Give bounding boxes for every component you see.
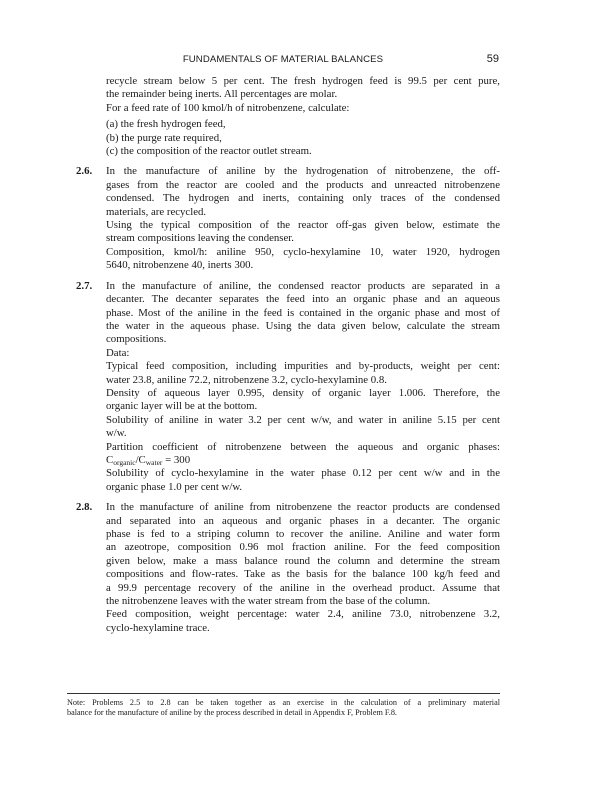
- page-number: 59: [486, 53, 499, 65]
- text-line: Partition coefficient of nitrobenzene between the aqueous and organic phases:: [106, 440, 500, 453]
- text-line: gases from the reactor are cooled and the products and unreacted nitrobenzene: [106, 178, 500, 191]
- formula-c: C: [106, 453, 114, 466]
- text-line: an azeotrope, composition 0.96 mol fraction aniline. For the feed composition: [106, 541, 500, 554]
- problem-2-7: [67, 280, 500, 495]
- problem-number: 2.6.: [76, 165, 93, 178]
- text-line: In the manufacture of aniline, the condensed reactor products are separated in a: [106, 279, 500, 292]
- text-line: a 99.9 percentage recovery of the aniline in the overhead product. Assume that: [106, 581, 500, 594]
- body-text: [67, 75, 500, 635]
- text-line: the water in the aqueous phase. Using the data given below, calculate the stream: [106, 319, 500, 332]
- list-item: (b) the purge rate required,: [106, 131, 222, 144]
- text-line: stream compositions leaving the condenser.: [106, 232, 295, 245]
- text-line: Using the typical composition of the reactor off-gas given below, estimate the: [106, 219, 500, 232]
- text-line: decanter. The decanter separates the feed into an organic phase and an aqueous: [106, 293, 500, 306]
- text-line: Data:: [106, 346, 130, 359]
- text-line: and separated into an aqueous and organic phases in a decanter. The organic: [106, 514, 500, 527]
- footnote: [67, 698, 500, 718]
- text-line: Solubility of aniline in water 3.2 per cent w/w, and water in aniline 5.15 per cent: [106, 413, 500, 426]
- text-line: Typical feed composition, including impurities and by-products, weight per cent:: [106, 360, 500, 373]
- text-line: materials, are recycled.: [106, 205, 207, 218]
- text-line: organic phase 1.0 per cent w/w.: [106, 480, 243, 493]
- text-line: Solubility of cyclo-hexylamine in the water phase 0.12 per cent w/w and in the: [106, 467, 500, 480]
- list-item: (c) the composition of the reactor outlet stream.: [106, 145, 312, 158]
- text-line: cyclo-hexylamine trace.: [106, 621, 210, 634]
- footnote-line: Note: Problems 2.5 to 2.8 can be taken together as an exercise in the calculation of a preliminary material: [67, 698, 500, 707]
- running-header: [67, 54, 499, 68]
- text-line: In the manufacture of aniline by the hydrogenation of nitrobenzene, the off-: [106, 165, 500, 178]
- formula-subscript-organic: organic: [113, 457, 136, 467]
- problem-2-6: [67, 165, 500, 272]
- list-item: (a) the fresh hydrogen feed,: [106, 118, 226, 131]
- problem-2-5-continuation: [67, 75, 500, 158]
- text-line: compositions.: [106, 333, 167, 346]
- text-line: organic layer will be at the bottom.: [106, 400, 258, 413]
- formula-value: = 300: [162, 453, 191, 466]
- problem-number: 2.8.: [76, 501, 93, 514]
- text-line: Composition, kmol/h: aniline 950, cyclo-hexylamine 10, water 1920, hydrogen: [106, 245, 500, 258]
- text-line: 5640, nitrobenzene 40, inerts 300.: [106, 259, 254, 272]
- footnote-divider: [67, 693, 500, 694]
- text-line: Density of aqueous layer 0.995, density of organic layer 1.006. Therefore, the: [106, 386, 500, 399]
- text-line: w/w.: [106, 427, 127, 440]
- text-line: For a feed rate of 100 kmol/h of nitrobenzene, calculate:: [106, 101, 350, 114]
- text-line: phase. Most of the aniline in the feed is contained in the organic phase and most of: [106, 306, 500, 319]
- text-line: In the manufacture of aniline from nitrobenzene the reactor products are condensed: [106, 501, 500, 514]
- problem-number: 2.7.: [76, 279, 93, 292]
- text-line: condensed. The hydrogen and inerts, containing only traces of the condensed: [106, 192, 500, 205]
- partition-formula: [106, 454, 500, 467]
- text-line: the nitrobenzene leaves with the water stream from the base of the column.: [106, 595, 431, 608]
- text-line: water 23.8, aniline 72.2, nitrobenzene 3.2, cyclo-hexylamine 0.8.: [106, 373, 387, 386]
- text-line: phase is fed to a striping column to recover the aniline. Aniline and water form: [106, 528, 500, 540]
- text-line: given below, make a mass balance round the column and determine the stream: [106, 554, 500, 567]
- text-line: compositions and flow-rates. Take as the basis for the balance 100 kg/h feed and: [106, 568, 500, 581]
- text-line: Feed composition, weight percentage: water 2.4, aniline 73.0, nitrobenzene 3.2,: [106, 608, 500, 621]
- footnote-line: balance for the manufacture of aniline by the process described in detail in Appendix F, Problem F.8.: [67, 708, 397, 717]
- formula-subscript-water: water: [145, 457, 163, 467]
- formula-slash: /C: [135, 453, 146, 466]
- text-line: recycle stream below 5 per cent. The fresh hydrogen feed is 99.5 per cent pure,: [106, 75, 500, 87]
- header-title: FUNDAMENTALS OF MATERIAL BALANCES: [182, 54, 384, 65]
- text-line: the remainder being inerts. All percentages are molar.: [106, 88, 338, 101]
- problem-2-8: [67, 501, 500, 635]
